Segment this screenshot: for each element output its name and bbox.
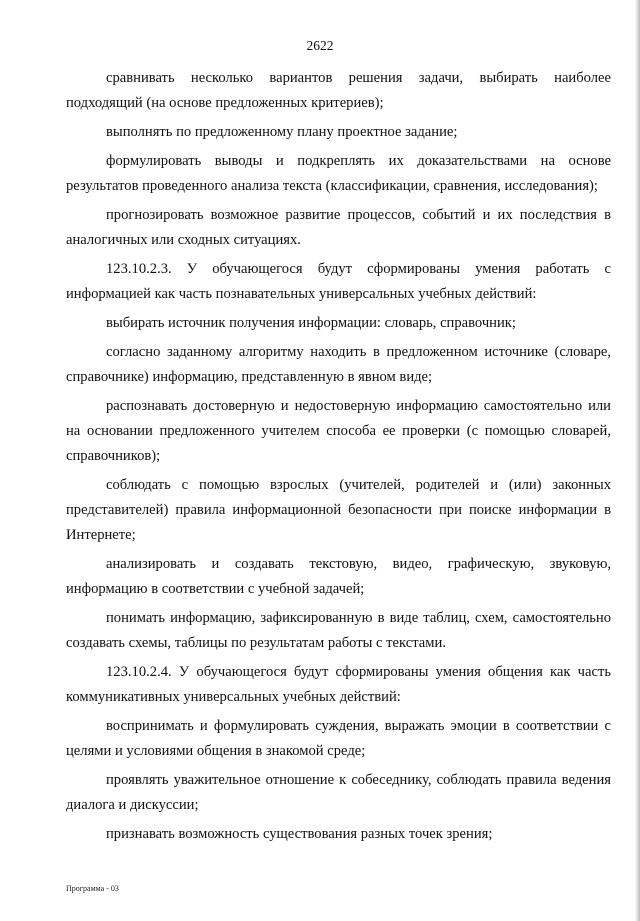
scan-edge-shadow <box>635 0 640 921</box>
paragraph: выполнять по предложенному плану проектное задание; <box>106 124 458 140</box>
paragraph: проявлять уважительное отношение к собеседнику, соблюдать правила ведения диалога и дискуссии; <box>66 772 611 813</box>
page-number: 2622 <box>306 38 334 53</box>
footer-label: Программа - 03 <box>66 884 119 893</box>
section-paragraph: 123.10.2.4. У обучающегося будут сформированы умения общения как часть коммуникативных универсальных учебных действий: <box>66 664 611 705</box>
paragraph: соблюдать с помощью взрослых (учителей, родителей и (или) законных представителей) правила информационной безопасности при поиске информации в Интернете; <box>66 477 611 543</box>
paragraph: выбирать источник получения информации: словарь, справочник; <box>106 315 516 331</box>
paragraph: воспринимать и формулировать суждения, выражать эмоции в соответствии с целями и условиями общения в знакомой среде; <box>66 718 611 759</box>
paragraph: анализировать и создавать текстовую, видео, графическую, звуковую, информацию в соответствии с учебной задачей; <box>66 556 611 597</box>
paragraph: понимать информацию, зафиксированную в виде таблиц, схем, самостоятельно создавать схемы, таблицы по результатам работы с текстами. <box>66 610 611 651</box>
paragraph: сравнивать несколько вариантов решения задачи, выбирать наиболее подходящий (на основе предложенных критериев); <box>66 70 611 111</box>
document-body <box>66 66 611 851</box>
paragraph: согласно заданному алгоритму находить в предложенном источнике (словаре, справочнике) информацию, представленную в явном виде; <box>66 344 611 385</box>
paragraph: признавать возможность существования разных точек зрения; <box>106 826 493 842</box>
paragraph: прогнозировать возможное развитие процессов, событий и их последствия в аналогичных или сходных ситуациях. <box>66 207 611 248</box>
paragraph: формулировать выводы и подкреплять их доказательствами на основе результатов проведенного анализа текста (классификации, сравнения, исследования); <box>66 153 611 194</box>
section-paragraph: 123.10.2.3. У обучающегося будут сформированы умения работать с информацией как часть познавательных универсальных учебных действий: <box>66 261 611 302</box>
paragraph: распознавать достоверную и недостоверную информацию самостоятельно или на основании предложенного учителем способа ее проверки (с помощью словарей, справочников); <box>66 398 611 464</box>
